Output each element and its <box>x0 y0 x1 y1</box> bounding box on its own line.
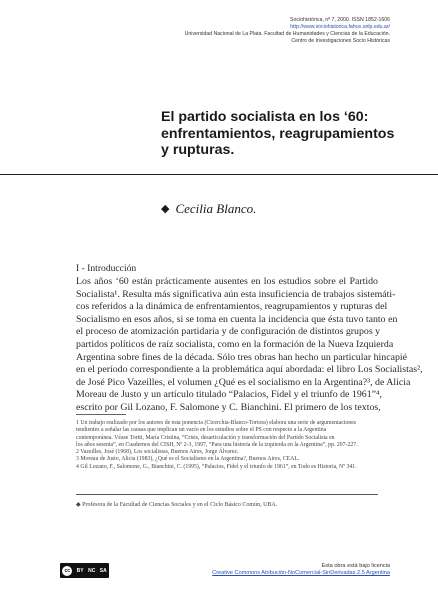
center-text: Centro de Investigaciones Socio Históricas <box>291 38 390 44</box>
affiliation-divider <box>76 494 378 495</box>
footnote-line: tendientes a señalar las causas que implican un vacío en los estudios sobre el PS con respecto a la Argentina <box>76 427 327 434</box>
author-affiliation: ◆ Profesora de la Facultad de Ciencias Sociales y en el Ciclo Básico Común, UBA. <box>76 502 278 508</box>
title-line-3: y rupturas. <box>161 142 235 158</box>
license-link[interactable]: Creative Commons Atribución-NoComercial-SinDerivadas 2.5 Argentina <box>212 570 390 577</box>
footnote-divider <box>76 414 126 415</box>
body-text <box>76 276 423 415</box>
body-line: Argentina sobre fines de la década. Sólo tres obras han hecho un particular hincapié <box>76 351 408 363</box>
footnote-line: 4 Gil Lozano, F., Salomone, G., Bianchini, C. (1995), “Palacios, Fidel y el triunfo de 1961”, en Todo es Historia, Nº 341. <box>76 463 357 470</box>
license-text: Esta obra está bajo licencia <box>321 563 390 569</box>
journal-header <box>185 17 390 45</box>
author-line <box>161 201 256 217</box>
diamond-icon: ◆ <box>161 203 170 215</box>
article-title <box>161 109 431 159</box>
body-line: cos referidos a la dinámica de enfrentamientos, reagrupamientos y rupturas del <box>76 301 388 313</box>
body-line: partidos políticos de raíz socialista, como en la formación de la Nueva Izquierda <box>76 338 394 350</box>
footnotes <box>76 420 378 471</box>
footnote-line: 2 Vazeilles, José (1968), Los socialistas, Buenos Aires, Jorge Álvarez. <box>76 449 239 456</box>
nc-icon: NC <box>88 567 96 574</box>
institution-text: Universidad Nacional de La Plata. Facultad de Humanidades y Ciencias de la Educación. <box>184 31 390 37</box>
body-line: en el período correspondiente a la problemática aquí abordada: el libro Los Socialistas², <box>76 364 423 376</box>
title-divider <box>0 174 438 175</box>
title-line-2: enfrentamientos, reagrupamientos <box>161 125 395 142</box>
body-line: Socialismo en esos años, si se toma en cuenta la incidencia que ésta tuvo tanto en <box>76 313 398 325</box>
body-line: Moreau de Justo y un artículo titulado “Palacios, Fidel y el triunfo de 1961”⁴, <box>76 389 382 401</box>
section-heading: I - Introducción <box>76 263 137 274</box>
body-line: Socialista¹. Resulta más significativa aún esta insuficiencia de trabajos sistemáti- <box>76 288 396 300</box>
footnote-line: contemporánea. Véase Tortti, María Cristina, “Crisis, desarticulación y transformación del Partido Socialista en <box>76 434 335 441</box>
footnote-line: 3 Moreau de Justo, Alicia (1983), ¿Qué es el Socialismo en la Argentina?, Buenos Aires, CEAL. <box>76 456 300 463</box>
by-icon: BY <box>76 567 84 574</box>
license-notice <box>212 563 390 578</box>
body-line: escrito por Gil Lozano, F. Salomone y C. Bianchini. El primero de los textos, <box>76 401 381 413</box>
sa-icon: SA <box>99 567 107 574</box>
cc-icon: cc <box>62 566 72 576</box>
journal-url-link[interactable]: http://www.sociohistorica.fahce.unlp.edu.ar/ <box>290 24 390 30</box>
body-line: el proceso de atomización partidaria y de configuración de distintos grupos y <box>76 326 381 338</box>
footnote-line: 1 Un trabajo realizado por los autores de esta ponencia (Cicerchia-Blanco-Tortora) elabora una serie de argumentaciones <box>76 420 357 426</box>
cc-license-badge[interactable] <box>60 563 109 578</box>
footnote-line: los años sesenta”, en Cuadernos del CISH, Nº 2-3, 1997, “Para una historia de la izquierda en la Argentina”, pp. 207-227. <box>76 441 358 448</box>
body-line: de José Pico Vazeilles, el volumen ¿Qué es el socialismo en la Argentina?³, de Alicia <box>76 376 411 388</box>
body-line: Los años ‘60 están prácticamente ausentes en los estudios sobre el Partido <box>76 276 378 287</box>
citation-text: Sociohistórica, nº 7, 2000. ISSN 1852-1606 <box>290 17 390 23</box>
title-line-1: El partido socialista en los ‘60: <box>161 109 369 125</box>
author-name: Cecilia Blanco. <box>175 201 257 216</box>
